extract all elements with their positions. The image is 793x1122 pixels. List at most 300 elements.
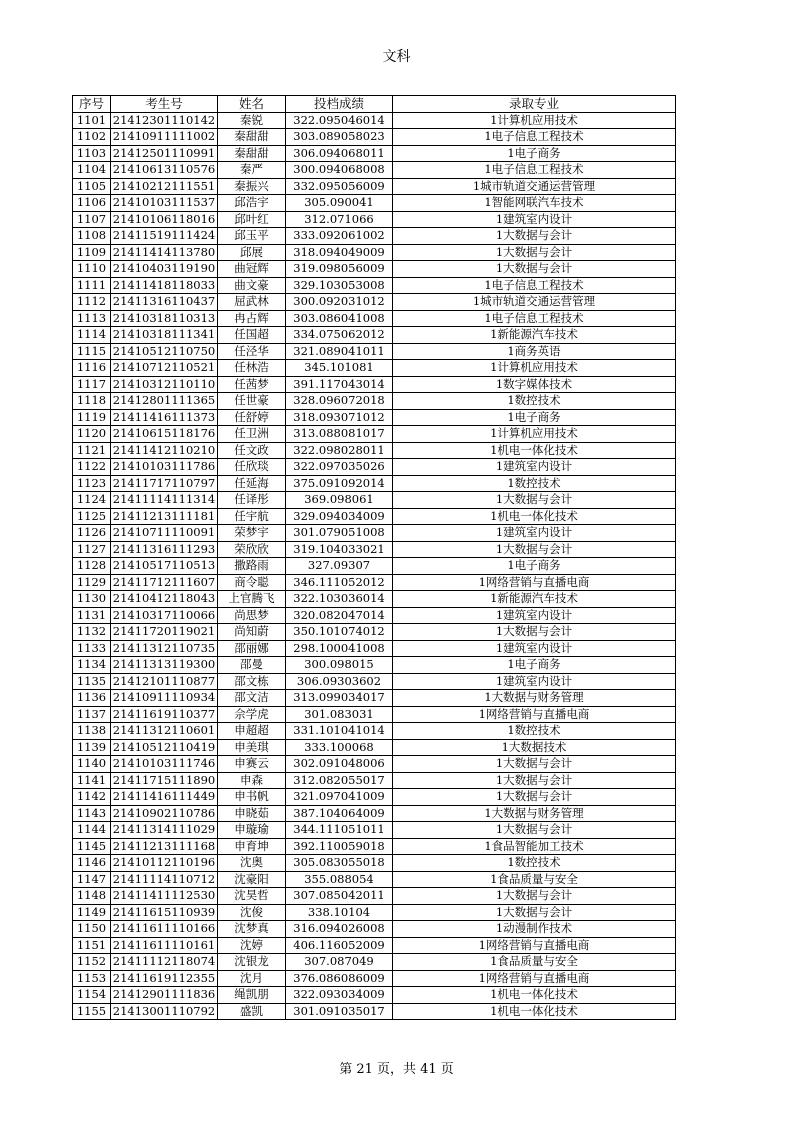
cell-major: 1建筑室内设计	[393, 459, 676, 476]
cell-index: 1127	[73, 541, 111, 558]
cell-index: 1141	[73, 772, 111, 789]
cell-exam-id: 21410517110513	[111, 558, 218, 575]
cell-index: 1153	[73, 970, 111, 987]
table-row	[73, 574, 676, 591]
cell-name: 尚思梦	[218, 607, 286, 624]
cell-major: 1机电一体化技术	[393, 1003, 676, 1020]
table-row	[73, 673, 676, 690]
cell-exam-id: 21410712110521	[111, 360, 218, 377]
cell-exam-id: 21410317110066	[111, 607, 218, 624]
table-row	[73, 343, 676, 360]
cell-exam-id: 21412801111365	[111, 393, 218, 410]
cell-major: 1商务英语	[393, 343, 676, 360]
cell-exam-id: 21413001110792	[111, 1003, 218, 1020]
cell-major: 1网络营销与直播电商	[393, 706, 676, 723]
cell-exam-id: 21410512110419	[111, 739, 218, 756]
cell-index: 1112	[73, 294, 111, 311]
table-row	[73, 838, 676, 855]
cell-index: 1109	[73, 244, 111, 261]
cell-name: 任林浩	[218, 360, 286, 377]
cell-index: 1133	[73, 640, 111, 657]
cell-name: 任宇航	[218, 508, 286, 525]
table-row	[73, 987, 676, 1004]
header-exam-id: 考生号	[111, 96, 218, 113]
cell-exam-id: 21410103111746	[111, 756, 218, 773]
cell-name: 邵文栋	[218, 673, 286, 690]
cell-score: 301.091035017	[286, 1003, 393, 1020]
cell-exam-id: 21410615118176	[111, 426, 218, 443]
cell-major: 1数控技术	[393, 475, 676, 492]
table-row	[73, 937, 676, 954]
cell-exam-id: 21411316111293	[111, 541, 218, 558]
cell-score: 320.082047014	[286, 607, 393, 624]
cell-exam-id: 21411316110437	[111, 294, 218, 311]
table-row	[73, 508, 676, 525]
cell-exam-id: 21412101110877	[111, 673, 218, 690]
cell-index: 1140	[73, 756, 111, 773]
table-row	[73, 145, 676, 162]
table-row	[73, 706, 676, 723]
cell-score: 322.098028011	[286, 442, 393, 459]
cell-exam-id: 21411213111168	[111, 838, 218, 855]
cell-score: 321.097041009	[286, 789, 393, 806]
cell-name: 任国超	[218, 327, 286, 344]
cell-score: 305.090041	[286, 195, 393, 212]
cell-major: 1建筑室内设计	[393, 673, 676, 690]
cell-exam-id: 21411314111029	[111, 822, 218, 839]
cell-major: 1动漫制作技术	[393, 921, 676, 938]
table-row	[73, 178, 676, 195]
cell-major: 1大数据与会计	[393, 904, 676, 921]
cell-exam-id: 21411519111424	[111, 228, 218, 245]
header-index: 序号	[73, 96, 111, 113]
cell-index: 1102	[73, 129, 111, 146]
cell-name: 任延海	[218, 475, 286, 492]
cell-score: 319.098056009	[286, 261, 393, 278]
cell-major: 1智能网联汽车技术	[393, 195, 676, 212]
cell-index: 1105	[73, 178, 111, 195]
cell-major: 1电子商务	[393, 558, 676, 575]
cell-score: 318.093071012	[286, 409, 393, 426]
cell-index: 1132	[73, 624, 111, 641]
cell-exam-id: 21411416111373	[111, 409, 218, 426]
cell-score: 316.094026008	[286, 921, 393, 938]
table-row	[73, 607, 676, 624]
cell-exam-id: 21411313119300	[111, 657, 218, 674]
header-name: 姓名	[218, 96, 286, 113]
cell-score: 306.09303602	[286, 673, 393, 690]
cell-name: 曲文豪	[218, 277, 286, 294]
table-row	[73, 921, 676, 938]
cell-index: 1122	[73, 459, 111, 476]
cell-name: 绳凯朋	[218, 987, 286, 1004]
cell-score: 322.103036014	[286, 591, 393, 608]
cell-exam-id: 21411619110377	[111, 706, 218, 723]
cell-exam-id: 21411715111890	[111, 772, 218, 789]
cell-major: 1电子商务	[393, 409, 676, 426]
cell-exam-id: 21411114110712	[111, 871, 218, 888]
cell-score: 346.111052012	[286, 574, 393, 591]
cell-score: 331.101041014	[286, 723, 393, 740]
table-row	[73, 657, 676, 674]
cell-exam-id: 21411213111181	[111, 508, 218, 525]
cell-exam-id: 21411312110601	[111, 723, 218, 740]
cell-index: 1110	[73, 261, 111, 278]
cell-name: 撒路雨	[218, 558, 286, 575]
cell-major: 1大数据与财务管理	[393, 805, 676, 822]
cell-score: 307.087049	[286, 954, 393, 971]
cell-index: 1142	[73, 789, 111, 806]
cell-name: 秦振兴	[218, 178, 286, 195]
cell-index: 1139	[73, 739, 111, 756]
cell-name: 邱浩宇	[218, 195, 286, 212]
cell-score: 318.094049009	[286, 244, 393, 261]
cell-exam-id: 21411619112355	[111, 970, 218, 987]
cell-exam-id: 21411720119021	[111, 624, 218, 641]
cell-name: 尚知蔚	[218, 624, 286, 641]
cell-score: 302.091048006	[286, 756, 393, 773]
cell-name: 沈月	[218, 970, 286, 987]
cell-score: 350.101074012	[286, 624, 393, 641]
table-row	[73, 541, 676, 558]
cell-exam-id: 21410613110576	[111, 162, 218, 179]
table-row	[73, 739, 676, 756]
cell-major: 1大数据与会计	[393, 261, 676, 278]
cell-index: 1148	[73, 888, 111, 905]
cell-name: 荣梦宇	[218, 525, 286, 542]
cell-exam-id: 21411411112530	[111, 888, 218, 905]
table-row	[73, 195, 676, 212]
cell-major: 1大数据与会计	[393, 772, 676, 789]
cell-exam-id: 21411717110797	[111, 475, 218, 492]
table-header-row	[73, 96, 676, 113]
cell-name: 秦严	[218, 162, 286, 179]
cell-major: 1电子信息工程技术	[393, 162, 676, 179]
cell-name: 邱叶红	[218, 211, 286, 228]
cell-index: 1146	[73, 855, 111, 872]
cell-exam-id: 21412901111836	[111, 987, 218, 1004]
cell-score: 345.101081	[286, 360, 393, 377]
cell-score: 298.100041008	[286, 640, 393, 657]
cell-index: 1150	[73, 921, 111, 938]
cell-major: 1新能源汽车技术	[393, 591, 676, 608]
cell-name: 申美琪	[218, 739, 286, 756]
cell-exam-id: 21410902110786	[111, 805, 218, 822]
cell-name: 邵丽娜	[218, 640, 286, 657]
cell-score: 332.095056009	[286, 178, 393, 195]
cell-index: 1101	[73, 112, 111, 129]
cell-major: 1建筑室内设计	[393, 607, 676, 624]
cell-exam-id: 21410318111341	[111, 327, 218, 344]
cell-name: 申晓茹	[218, 805, 286, 822]
cell-name: 任卫洲	[218, 426, 286, 443]
cell-index: 1104	[73, 162, 111, 179]
cell-major: 1建筑室内设计	[393, 211, 676, 228]
cell-score: 338.10104	[286, 904, 393, 921]
cell-name: 荣欣欣	[218, 541, 286, 558]
cell-index: 1135	[73, 673, 111, 690]
cell-index: 1119	[73, 409, 111, 426]
cell-score: 322.097035026	[286, 459, 393, 476]
cell-index: 1107	[73, 211, 111, 228]
cell-name: 曲冠辉	[218, 261, 286, 278]
cell-exam-id: 21410106118016	[111, 211, 218, 228]
table-row	[73, 244, 676, 261]
cell-major: 1建筑室内设计	[393, 640, 676, 657]
cell-index: 1155	[73, 1003, 111, 1020]
cell-major: 1网络营销与直播电商	[393, 937, 676, 954]
cell-exam-id: 21411114111314	[111, 492, 218, 509]
table-row	[73, 822, 676, 839]
table-row	[73, 162, 676, 179]
cell-exam-id: 21410412118043	[111, 591, 218, 608]
cell-index: 1147	[73, 871, 111, 888]
table-row	[73, 294, 676, 311]
table-row	[73, 426, 676, 443]
cell-name: 冉占辉	[218, 310, 286, 327]
cell-score: 301.079051008	[286, 525, 393, 542]
cell-name: 商令聪	[218, 574, 286, 591]
cell-name: 佘学虎	[218, 706, 286, 723]
cell-major: 1食品质量与安全	[393, 954, 676, 971]
cell-name: 申育坤	[218, 838, 286, 855]
cell-score: 305.083055018	[286, 855, 393, 872]
cell-score: 369.098061	[286, 492, 393, 509]
cell-score: 303.086041008	[286, 310, 393, 327]
cell-major: 1电子信息工程技术	[393, 310, 676, 327]
cell-major: 1食品质量与安全	[393, 871, 676, 888]
cell-score: 333.092061002	[286, 228, 393, 245]
table-row	[73, 904, 676, 921]
table-row	[73, 558, 676, 575]
cell-exam-id: 21410312110110	[111, 376, 218, 393]
table-row	[73, 871, 676, 888]
table-row	[73, 310, 676, 327]
cell-exam-id: 21410403119190	[111, 261, 218, 278]
cell-score: 328.096072018	[286, 393, 393, 410]
cell-major: 1大数据与会计	[393, 244, 676, 261]
cell-name: 秦锐	[218, 112, 286, 129]
table-row	[73, 756, 676, 773]
table-row	[73, 1003, 676, 1020]
page-footer: 第 21 页，共 41 页	[339, 1062, 454, 1077]
cell-name: 邱展	[218, 244, 286, 261]
table-row	[73, 327, 676, 344]
cell-score: 313.099034017	[286, 690, 393, 707]
cell-index: 1106	[73, 195, 111, 212]
table-row	[73, 376, 676, 393]
cell-index: 1128	[73, 558, 111, 575]
table-row	[73, 624, 676, 641]
cell-major: 1建筑室内设计	[393, 525, 676, 542]
cell-name: 沈银龙	[218, 954, 286, 971]
cell-major: 1大数据与会计	[393, 789, 676, 806]
table-row	[73, 459, 676, 476]
cell-major: 1大数据与会计	[393, 756, 676, 773]
cell-score: 300.092031012	[286, 294, 393, 311]
cell-index: 1113	[73, 310, 111, 327]
cell-index: 1137	[73, 706, 111, 723]
table-row	[73, 888, 676, 905]
cell-index: 1120	[73, 426, 111, 443]
cell-name: 沈豪阳	[218, 871, 286, 888]
table-row	[73, 112, 676, 129]
cell-score: 300.094068008	[286, 162, 393, 179]
cell-score: 334.075062012	[286, 327, 393, 344]
cell-name: 任舒婷	[218, 409, 286, 426]
cell-name: 沈俊	[218, 904, 286, 921]
cell-index: 1136	[73, 690, 111, 707]
cell-score: 392.110059018	[286, 838, 393, 855]
cell-name: 任泾华	[218, 343, 286, 360]
cell-name: 沈昊哲	[218, 888, 286, 905]
cell-index: 1115	[73, 343, 111, 360]
cell-name: 邱玉平	[218, 228, 286, 245]
cell-name: 沈梦真	[218, 921, 286, 938]
cell-major: 1大数据与财务管理	[393, 690, 676, 707]
cell-index: 1130	[73, 591, 111, 608]
table-row	[73, 591, 676, 608]
cell-exam-id: 21410512110750	[111, 343, 218, 360]
cell-exam-id: 21411615110939	[111, 904, 218, 921]
cell-name: 秦甜甜	[218, 145, 286, 162]
cell-major: 1大数据与会计	[393, 822, 676, 839]
cell-major: 1城市轨道交通运营管理	[393, 294, 676, 311]
cell-score: 300.098015	[286, 657, 393, 674]
cell-index: 1117	[73, 376, 111, 393]
page-title: 文科	[382, 49, 411, 65]
cell-major: 1大数据与会计	[393, 624, 676, 641]
cell-exam-id: 21411418118033	[111, 277, 218, 294]
cell-index: 1151	[73, 937, 111, 954]
cell-name: 申超超	[218, 723, 286, 740]
cell-name: 申森	[218, 772, 286, 789]
cell-score: 322.095046014	[286, 112, 393, 129]
table-row	[73, 277, 676, 294]
cell-major: 1电子商务	[393, 657, 676, 674]
table-row	[73, 492, 676, 509]
cell-score: 376.086086009	[286, 970, 393, 987]
cell-name: 邵曼	[218, 657, 286, 674]
cell-score: 312.071066	[286, 211, 393, 228]
cell-major: 1机电一体化技术	[393, 442, 676, 459]
cell-major: 1数字媒体技术	[393, 376, 676, 393]
cell-major: 1数控技术	[393, 855, 676, 872]
cell-index: 1154	[73, 987, 111, 1004]
cell-major: 1大数据技术	[393, 739, 676, 756]
cell-index: 1143	[73, 805, 111, 822]
cell-major: 1城市轨道交通运营管理	[393, 178, 676, 195]
cell-score: 306.094068011	[286, 145, 393, 162]
cell-score: 329.094034009	[286, 508, 393, 525]
table-row	[73, 261, 676, 278]
cell-score: 319.104033021	[286, 541, 393, 558]
cell-name: 任欣琰	[218, 459, 286, 476]
cell-index: 1116	[73, 360, 111, 377]
cell-major: 1网络营销与直播电商	[393, 970, 676, 987]
cell-major: 1大数据与会计	[393, 541, 676, 558]
cell-exam-id: 21410112110196	[111, 855, 218, 872]
cell-index: 1126	[73, 525, 111, 542]
cell-index: 1149	[73, 904, 111, 921]
cell-score: 387.104064009	[286, 805, 393, 822]
cell-score: 329.103053008	[286, 277, 393, 294]
cell-index: 1118	[73, 393, 111, 410]
cell-score: 391.117043014	[286, 376, 393, 393]
cell-exam-id: 21410911111002	[111, 129, 218, 146]
cell-score: 313.088081017	[286, 426, 393, 443]
table-row	[73, 805, 676, 822]
cell-major: 1计算机应用技术	[393, 360, 676, 377]
cell-index: 1114	[73, 327, 111, 344]
cell-score: 406.116052009	[286, 937, 393, 954]
cell-name: 申书帆	[218, 789, 286, 806]
table-row	[73, 475, 676, 492]
cell-major: 1电子信息工程技术	[393, 277, 676, 294]
cell-major: 1食品智能加工技术	[393, 838, 676, 855]
cell-major: 1电子信息工程技术	[393, 129, 676, 146]
cell-major: 1计算机应用技术	[393, 426, 676, 443]
header-major: 录取专业	[393, 96, 676, 113]
cell-score: 303.089058023	[286, 129, 393, 146]
table-row	[73, 954, 676, 971]
cell-exam-id: 21412501110991	[111, 145, 218, 162]
cell-exam-id: 21412301110142	[111, 112, 218, 129]
cell-major: 1机电一体化技术	[393, 508, 676, 525]
table-row	[73, 409, 676, 426]
table-row	[73, 970, 676, 987]
cell-major: 1网络营销与直播电商	[393, 574, 676, 591]
cell-exam-id: 21411412110210	[111, 442, 218, 459]
cell-exam-id: 21411712111607	[111, 574, 218, 591]
table-row	[73, 228, 676, 245]
cell-name: 申赛云	[218, 756, 286, 773]
cell-exam-id: 21411414113780	[111, 244, 218, 261]
table-row	[73, 690, 676, 707]
cell-name: 任茜梦	[218, 376, 286, 393]
cell-exam-id: 21411611110161	[111, 937, 218, 954]
cell-index: 1108	[73, 228, 111, 245]
cell-name: 邵文洁	[218, 690, 286, 707]
cell-exam-id: 21410103111537	[111, 195, 218, 212]
cell-index: 1131	[73, 607, 111, 624]
cell-score: 333.100068	[286, 739, 393, 756]
cell-exam-id: 21410318110313	[111, 310, 218, 327]
cell-exam-id: 21411312110735	[111, 640, 218, 657]
cell-exam-id: 21411611110166	[111, 921, 218, 938]
cell-major: 1大数据与会计	[393, 492, 676, 509]
cell-name: 任世豪	[218, 393, 286, 410]
cell-name: 任文政	[218, 442, 286, 459]
cell-score: 355.088054	[286, 871, 393, 888]
table-row	[73, 855, 676, 872]
table-body	[73, 112, 676, 1020]
cell-score: 307.085042011	[286, 888, 393, 905]
cell-major: 1数控技术	[393, 393, 676, 410]
cell-score: 322.093034009	[286, 987, 393, 1004]
admission-table	[72, 95, 676, 1020]
cell-name: 上官腾飞	[218, 591, 286, 608]
cell-name: 沈奥	[218, 855, 286, 872]
cell-exam-id: 21410103111786	[111, 459, 218, 476]
cell-major: 1大数据与会计	[393, 888, 676, 905]
cell-index: 1134	[73, 657, 111, 674]
cell-index: 1138	[73, 723, 111, 740]
cell-index: 1124	[73, 492, 111, 509]
cell-index: 1103	[73, 145, 111, 162]
table-row	[73, 442, 676, 459]
table-row	[73, 525, 676, 542]
